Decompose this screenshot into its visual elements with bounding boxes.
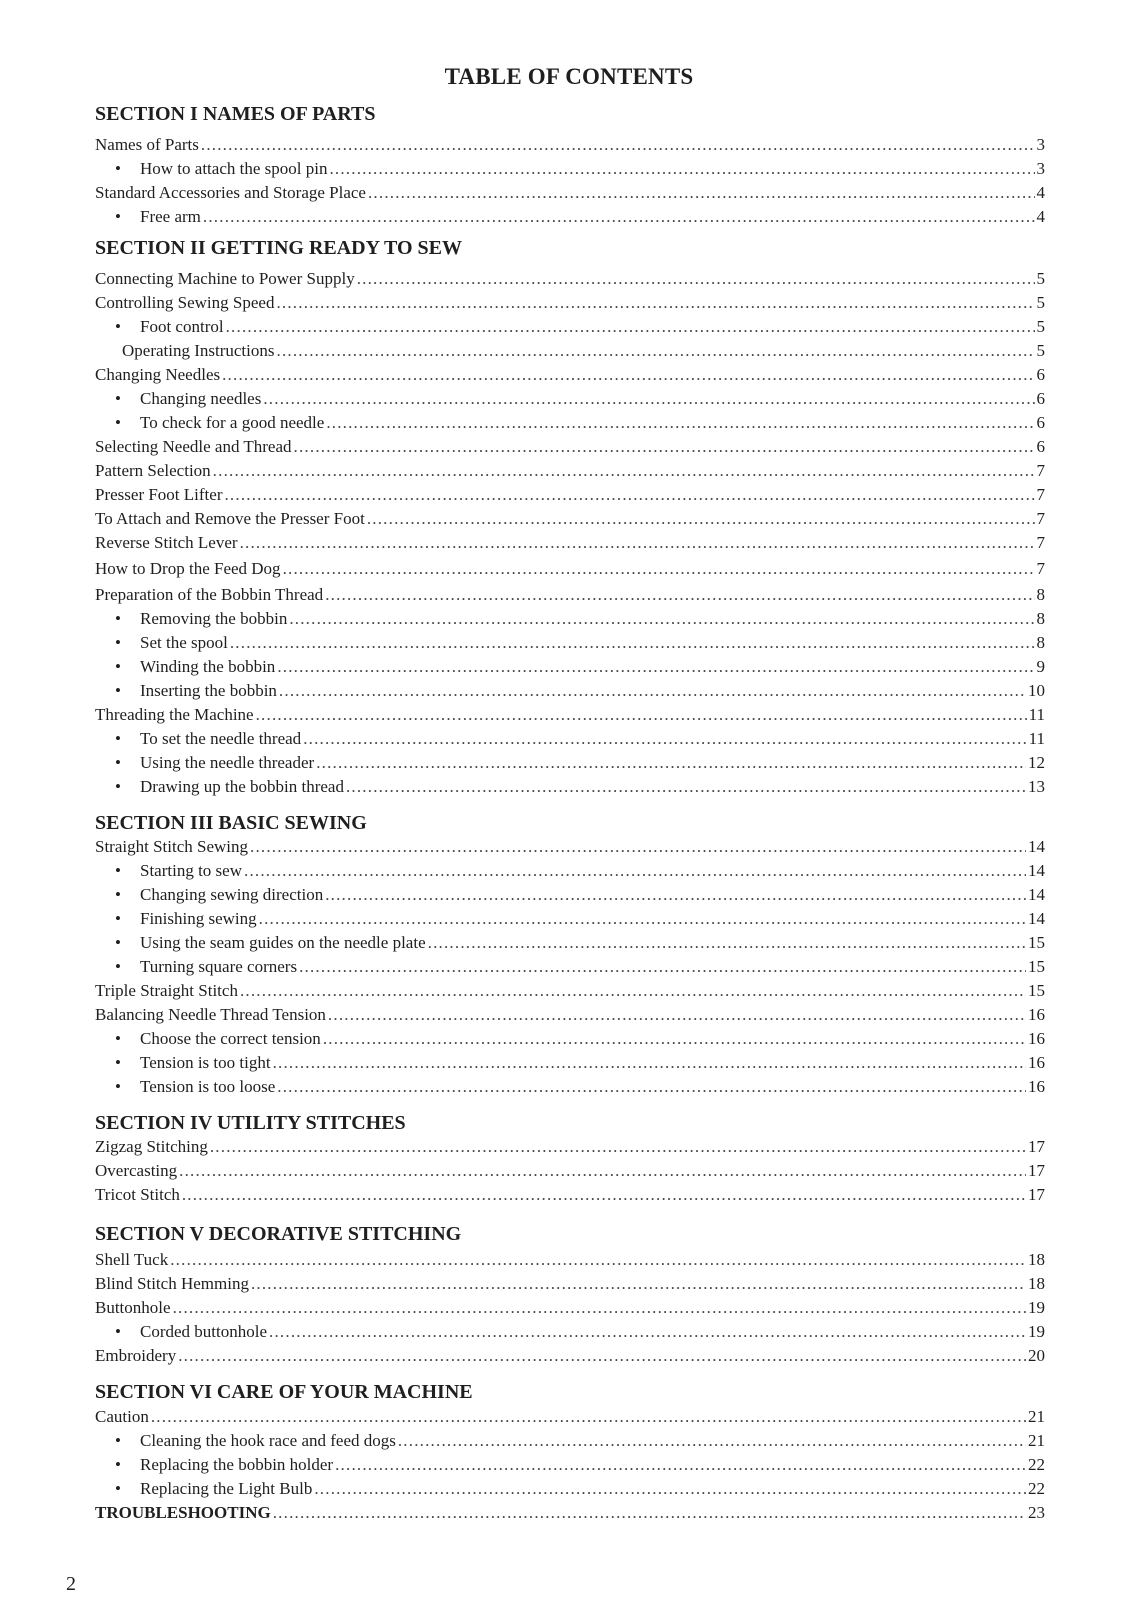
toc-entry-label: Cleaning the hook race and feed dogs [140,1431,396,1450]
dot-leader [273,1053,1026,1073]
toc-entry[interactable] [95,267,1045,289]
dot-leader [277,1077,1026,1097]
bullet-icon: • [115,1455,121,1474]
toc-entry-page: 16 [1028,1077,1045,1096]
toc-entry-label: How to attach the spool pin [140,159,328,178]
toc-entry[interactable] [115,1477,1045,1499]
toc-entry-label: Using the needle threader [140,753,315,772]
bullet-icon: • [115,609,121,628]
dot-leader [335,1455,1026,1475]
toc-entry-label: Controlling Sewing Speed [95,293,275,312]
section-heading: SECTION III BASIC SEWING [95,812,367,834]
toc-entry-page: 16 [1028,1005,1045,1024]
dot-leader [329,159,1034,179]
dot-leader [151,1407,1026,1427]
toc-entry-label: Straight Stitch Sewing [95,837,248,856]
toc-entry-page: 7 [1036,461,1045,480]
dot-leader [182,1185,1026,1205]
toc-entry[interactable] [95,835,1045,857]
toc-entry-label: To check for a good needle [140,413,325,432]
bullet-icon: • [115,413,121,432]
toc-entry-label: Selecting Needle and Thread [95,437,292,456]
toc-entry-page: 7 [1036,533,1045,552]
toc-entry-page: 8 [1036,585,1045,604]
toc-entry-page: 6 [1036,413,1045,432]
toc-entry[interactable] [115,631,1045,653]
toc-entry[interactable] [115,1051,1045,1073]
toc-entry[interactable] [115,859,1045,881]
bullet-icon: • [115,1479,121,1498]
toc-entry-page: 12 [1028,753,1045,772]
dot-leader [244,861,1026,881]
dot-leader [230,633,1035,653]
toc-entry-label: Caution [95,1407,149,1426]
dot-leader [226,317,1035,337]
dot-leader [367,509,1035,529]
toc-entry[interactable] [115,931,1045,953]
dot-leader [224,485,1034,505]
toc-entry-page: 5 [1036,341,1045,360]
section-heading: SECTION VI CARE OF YOUR MACHINE [95,1381,473,1403]
toc-entry-label: Changing sewing direction [140,885,324,904]
section-heading: SECTION V DECORATIVE STITCHING [95,1223,462,1245]
toc-entry-page: 4 [1036,183,1045,202]
toc-entry-label: Threading the Machine [95,705,254,724]
toc-entry-page: 22 [1028,1455,1045,1474]
toc-entry-label: To Attach and Remove the Presser Foot [95,509,365,528]
toc-entry[interactable] [95,1501,1045,1523]
toc-entry-page: 19 [1028,1322,1045,1341]
toc-entry[interactable] [95,363,1045,385]
toc-entry[interactable] [95,133,1045,155]
dot-leader [398,1431,1026,1451]
toc-entry-label: Shell Tuck [95,1250,169,1269]
toc-entry[interactable] [95,703,1045,725]
toc-entry-page: 19 [1028,1298,1045,1317]
toc-entry-label: Choose the correct tension [140,1029,321,1048]
toc-entry-label: Tension is too tight [140,1053,271,1072]
toc-entry[interactable] [115,955,1045,977]
bullet-icon: • [115,729,121,748]
toc-entry-label: Triple Straight Stitch [95,981,238,1000]
toc-entry-label: Zigzag Stitching [95,1137,208,1156]
toc-entry-page: 8 [1036,633,1045,652]
dot-leader [213,461,1035,481]
bullet-icon: • [115,861,121,880]
toc-entry-label: Pattern Selection [95,461,211,480]
toc-entry-label: Tricot Stitch [95,1185,180,1204]
toc-entry-label: Replacing the bobbin holder [140,1455,334,1474]
toc-entry[interactable] [95,459,1045,481]
toc-entry-page: 6 [1036,437,1045,456]
toc-entry[interactable] [95,531,1045,553]
toc-entry-label: Inserting the bobbin [140,681,277,700]
toc-entry[interactable] [115,1320,1045,1342]
toc-entry-page: 23 [1028,1503,1045,1522]
toc-entry-label: Changing Needles [95,365,221,384]
toc-entry-label: Presser Foot Lifter [95,485,223,504]
bullet-icon: • [115,633,121,652]
toc-entry-page: 6 [1036,389,1045,408]
toc-entry[interactable] [95,507,1045,529]
toc-entry-label: Standard Accessories and Storage Place [95,183,366,202]
dot-leader [316,753,1026,773]
toc-entry-page: 16 [1028,1029,1045,1048]
toc-entry-label: TROUBLESHOOTING [95,1503,271,1522]
bullet-icon: • [115,681,121,700]
dot-leader [173,1298,1026,1318]
dot-leader [210,1137,1026,1157]
toc-entry[interactable] [95,1003,1045,1025]
dot-leader [368,183,1035,203]
dot-leader [263,389,1034,409]
bullet-icon: • [115,1322,121,1341]
dot-leader [325,885,1026,905]
section-heading: SECTION IV UTILITY STITCHES [95,1112,406,1134]
toc-entry[interactable] [95,1248,1045,1270]
bullet-icon: • [115,933,121,952]
dot-leader [279,681,1026,701]
toc-entry-page: 14 [1028,837,1045,856]
section-heading: SECTION II GETTING READY TO SEW [95,237,462,259]
toc-entry-label: Corded buttonhole [140,1322,268,1341]
toc-entry[interactable] [115,1075,1045,1097]
toc-entry-label: Embroidery [95,1346,177,1365]
toc-entry-page: 5 [1036,293,1045,312]
toc-entry[interactable] [95,557,1045,579]
toc-entry-page: 4 [1036,207,1045,226]
bullet-icon: • [115,1029,121,1048]
toc-entry[interactable] [115,775,1045,797]
toc-entry-page: 15 [1028,933,1045,952]
toc-entry-label: Balancing Needle Thread Tension [95,1005,326,1024]
toc-entry-page: 5 [1036,269,1045,288]
dot-leader [256,705,1027,725]
toc-entry-page: 14 [1028,909,1045,928]
toc-entry-page: 21 [1028,1407,1045,1426]
dot-leader [323,1029,1026,1049]
toc-entry[interactable] [95,291,1045,313]
dot-leader [428,933,1026,953]
bullet-icon: • [115,657,121,676]
toc-entry[interactable] [115,1453,1045,1475]
toc-entry-label: Reverse Stitch Lever [95,533,238,552]
toc-entry[interactable] [115,1429,1045,1451]
toc-entry-label: Starting to sew [140,861,242,880]
bullet-icon: • [115,389,121,408]
dot-leader [269,1322,1026,1342]
dot-leader [273,1503,1026,1523]
bullet-icon: • [115,777,121,796]
toc-entry[interactable] [95,483,1045,505]
bullet-icon: • [115,753,121,772]
toc-entry-page: 18 [1028,1274,1045,1293]
dot-leader [240,981,1026,1001]
toc-entry-label: Blind Stitch Hemming [95,1274,249,1293]
toc-entry[interactable] [115,411,1045,433]
toc-entry-label: Replacing the Light Bulb [140,1479,313,1498]
dot-leader [203,207,1035,227]
toc-entry-page: 7 [1036,559,1045,578]
toc-entry[interactable] [95,1159,1045,1181]
toc-entry[interactable] [115,883,1045,905]
toc-entry-label: Overcasting [95,1161,178,1180]
toc-entry-label: Winding the bobbin [140,657,276,676]
toc-entry-label: Drawing up the bobbin thread [140,777,344,796]
bullet-icon: • [115,1053,121,1072]
bullet-icon: • [115,317,121,336]
toc-entry[interactable] [115,387,1045,409]
toc-entry-page: 5 [1036,317,1045,336]
toc-entry-page: 3 [1036,159,1045,178]
toc-entry[interactable] [115,679,1045,701]
toc-entry-page: 7 [1036,485,1045,504]
dot-leader [170,1250,1026,1270]
toc-entry[interactable] [95,435,1045,457]
toc-entry[interactable] [115,727,1045,749]
toc-entry[interactable] [115,1027,1045,1049]
toc-entry[interactable] [115,907,1045,929]
toc-entry-page: 15 [1028,981,1045,1000]
toc-entry-page: 11 [1028,729,1045,748]
toc-entry-page: 20 [1028,1346,1045,1365]
toc-entry[interactable] [115,157,1045,179]
toc-entry-label: Connecting Machine to Power Supply [95,269,355,288]
toc-entry[interactable] [115,607,1045,629]
toc-entry-page: 3 [1036,135,1045,154]
dot-leader [303,729,1026,749]
dot-leader [259,909,1026,929]
dot-leader [201,135,1035,155]
toc-entry[interactable] [115,751,1045,773]
toc-entry-page: 9 [1036,657,1045,676]
toc-entry[interactable] [115,315,1045,337]
toc-entry[interactable] [115,205,1045,227]
toc-entry-label: Names of Parts [95,135,199,154]
toc-entry[interactable] [95,1405,1045,1427]
toc-entry-label: To set the needle thread [140,729,302,748]
dot-leader [328,1005,1026,1025]
toc-entry[interactable] [115,655,1045,677]
toc-entry[interactable] [95,1183,1045,1205]
toc-entry-label: Preparation of the Bobbin Thread [95,585,324,604]
dot-leader [314,1479,1026,1499]
toc-entry[interactable] [95,1135,1045,1157]
section-heading: SECTION I NAMES OF PARTS [95,103,376,125]
dot-leader [250,837,1026,857]
dot-leader [294,437,1035,457]
dot-leader [178,1346,1026,1366]
toc-entry[interactable] [95,1272,1045,1294]
bullet-icon: • [115,159,121,178]
bullet-icon: • [115,957,121,976]
bullet-icon: • [115,909,121,928]
toc-entry-label: Finishing sewing [140,909,257,928]
dot-leader [277,657,1034,677]
toc-entry-page: 14 [1028,885,1045,904]
toc-entry-page: 17 [1028,1185,1045,1204]
dot-leader [276,293,1034,313]
dot-leader [179,1161,1026,1181]
dot-leader [325,585,1034,605]
toc-entry-label: Removing the bobbin [140,609,288,628]
toc-entry-page: 21 [1028,1431,1045,1450]
toc-entry-label: Operating Instructions [122,341,275,360]
dot-leader [251,1274,1026,1294]
bullet-icon: • [115,1431,121,1450]
dot-leader [283,559,1035,579]
bullet-icon: • [115,1077,121,1096]
dot-leader [277,341,1035,361]
bullet-icon: • [115,207,121,226]
toc-entry-page: 10 [1028,681,1045,700]
toc-entry-page: 13 [1028,777,1045,796]
toc-entry[interactable] [95,1296,1045,1318]
toc-entry-label: How to Drop the Feed Dog [95,559,281,578]
dot-leader [240,533,1035,553]
toc-entry-page: 8 [1036,609,1045,628]
toc-entry-page: 7 [1036,509,1045,528]
toc-entry-label: Turning square corners [140,957,298,976]
toc-entry-page: 16 [1028,1053,1045,1072]
page-title: TABLE OF CONTENTS [444,64,694,89]
toc-entry[interactable] [95,181,1045,203]
toc-entry-page: 15 [1028,957,1045,976]
dot-leader [289,609,1034,629]
dot-leader [357,269,1035,289]
page-number: 2 [66,1573,76,1595]
dot-leader [222,365,1034,385]
toc-entry[interactable] [95,583,1045,605]
toc-entry-label: Changing needles [140,389,262,408]
toc-entry-page: 14 [1028,861,1045,880]
toc-entry-label: Tension is too loose [140,1077,276,1096]
bullet-icon: • [115,885,121,904]
toc-entry-page: 11 [1028,705,1045,724]
toc-entry-page: 17 [1028,1137,1045,1156]
toc-entry-page: 6 [1036,365,1045,384]
toc-entry[interactable] [95,1344,1045,1366]
toc-entry-page: 22 [1028,1479,1045,1498]
dot-leader [299,957,1026,977]
toc-entry[interactable] [95,979,1045,1001]
toc-entry-label: Set the spool [140,633,228,652]
toc-entry-label: Buttonhole [95,1298,171,1317]
dot-leader [326,413,1034,433]
toc-entry-page: 18 [1028,1250,1045,1269]
toc-entry-page: 17 [1028,1161,1045,1180]
toc-entry-label: Free arm [140,207,201,226]
toc-entry-label: Foot control [140,317,224,336]
dot-leader [346,777,1026,797]
toc-entry[interactable] [122,339,1045,361]
toc-entry-label: Using the seam guides on the needle plate [140,933,426,952]
